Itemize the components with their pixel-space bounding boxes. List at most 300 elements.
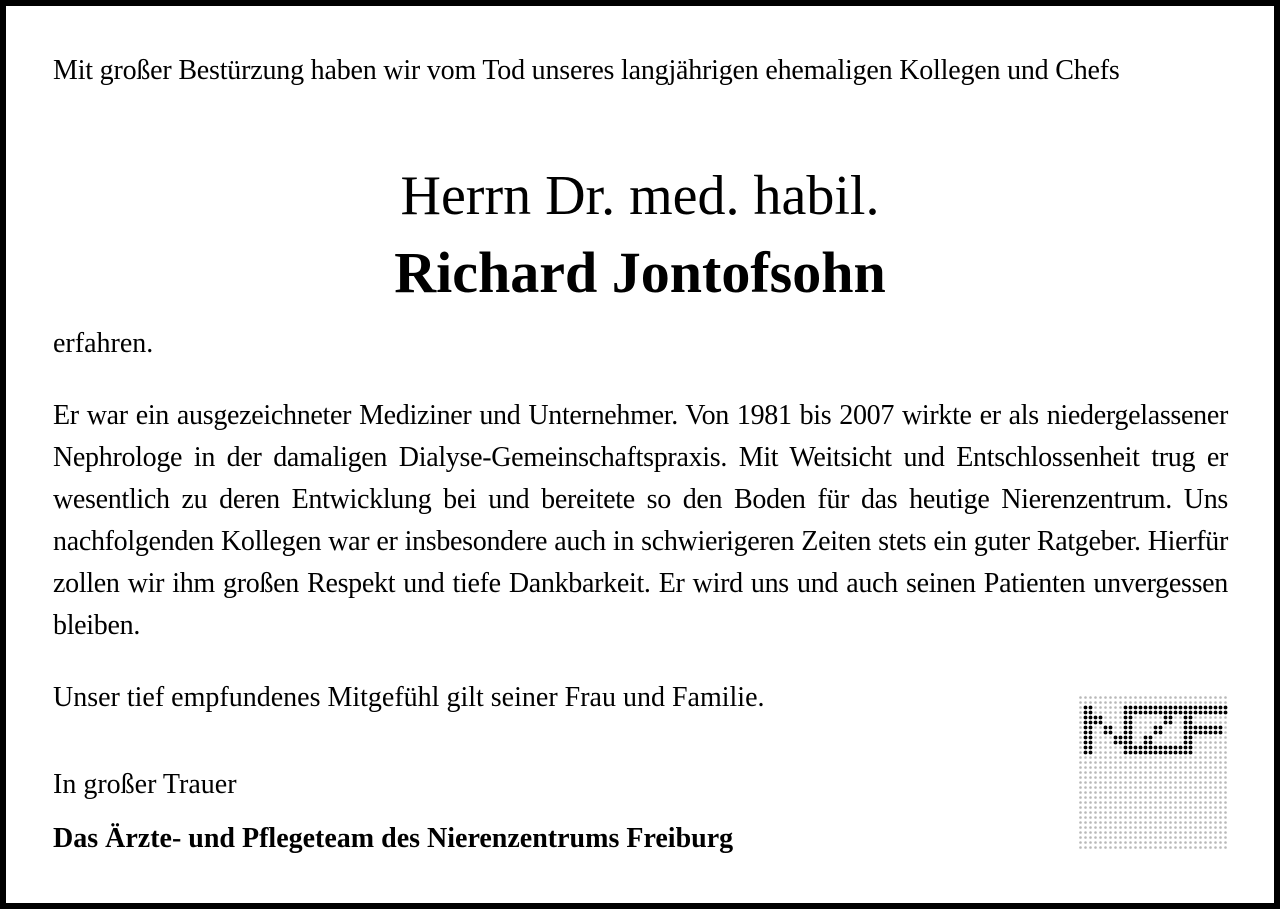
logo-dot xyxy=(1114,711,1117,714)
logo-dot xyxy=(1134,796,1137,799)
logo-dot xyxy=(1094,796,1097,799)
logo-dot xyxy=(1224,826,1227,829)
logo-dot xyxy=(1199,786,1202,789)
logo-dot-dark xyxy=(1089,751,1093,755)
logo-dot xyxy=(1079,761,1082,764)
learned-text: erfahren. xyxy=(53,328,154,359)
logo-dot-dark xyxy=(1129,751,1133,755)
logo-dot xyxy=(1199,771,1202,774)
logo-dot xyxy=(1079,846,1082,849)
logo-dot xyxy=(1079,741,1082,744)
logo-dot xyxy=(1114,746,1117,749)
nzf-dot-matrix-logo-icon xyxy=(1078,695,1230,850)
logo-dot-dark xyxy=(1154,706,1158,710)
logo-dot-dark xyxy=(1139,751,1143,755)
logo-dot xyxy=(1204,756,1207,759)
logo-dot xyxy=(1209,826,1212,829)
logo-dot-dark xyxy=(1199,711,1203,715)
logo-dot xyxy=(1099,791,1102,794)
logo-dot xyxy=(1109,711,1112,714)
logo-dot xyxy=(1104,716,1107,719)
logo-dot xyxy=(1154,836,1157,839)
logo-dot xyxy=(1219,781,1222,784)
logo-dot xyxy=(1209,781,1212,784)
logo-dot xyxy=(1159,766,1162,769)
logo-dot-dark xyxy=(1124,716,1128,720)
logo-dot xyxy=(1089,696,1092,699)
name-block xyxy=(6,159,1274,313)
logo-dot xyxy=(1214,796,1217,799)
logo-dot xyxy=(1099,781,1102,784)
logo-dot xyxy=(1164,701,1167,704)
logo-dot xyxy=(1129,806,1132,809)
logo-dot xyxy=(1174,776,1177,779)
logo-dot xyxy=(1219,796,1222,799)
logo-dot xyxy=(1224,816,1227,819)
logo-dot xyxy=(1099,806,1102,809)
logo-dot xyxy=(1144,786,1147,789)
logo-dot xyxy=(1114,771,1117,774)
logo-dot xyxy=(1194,846,1197,849)
logo-dot xyxy=(1149,791,1152,794)
logo-dot xyxy=(1134,831,1137,834)
logo-dot xyxy=(1164,756,1167,759)
logo-dot xyxy=(1134,716,1137,719)
logo-dot xyxy=(1164,761,1167,764)
logo-dot xyxy=(1104,826,1107,829)
logo-dot xyxy=(1164,806,1167,809)
logo-dot xyxy=(1219,846,1222,849)
logo-dot xyxy=(1124,781,1127,784)
logo-dot xyxy=(1139,791,1142,794)
logo-dot xyxy=(1204,796,1207,799)
logo-dot-dark xyxy=(1174,746,1178,750)
logo-dot xyxy=(1114,846,1117,849)
logo-dot xyxy=(1214,741,1217,744)
logo-dot xyxy=(1094,811,1097,814)
logo-dot-dark xyxy=(1164,751,1168,755)
logo-dot xyxy=(1214,766,1217,769)
logo-dot xyxy=(1209,701,1212,704)
logo-dot xyxy=(1114,726,1117,729)
logo-dot xyxy=(1159,776,1162,779)
logo-dot xyxy=(1129,701,1132,704)
logo-dot xyxy=(1149,701,1152,704)
logo-dot xyxy=(1154,801,1157,804)
logo-dot xyxy=(1189,786,1192,789)
logo-dot xyxy=(1099,841,1102,844)
logo-dot xyxy=(1194,771,1197,774)
logo-dot xyxy=(1164,786,1167,789)
logo-dot xyxy=(1139,776,1142,779)
logo-dot xyxy=(1139,836,1142,839)
logo-dot xyxy=(1079,771,1082,774)
logo-dot xyxy=(1089,846,1092,849)
logo-dot xyxy=(1099,816,1102,819)
logo-dot xyxy=(1209,841,1212,844)
logo-dot xyxy=(1084,826,1087,829)
logo-dot-dark xyxy=(1089,721,1093,725)
logo-dot xyxy=(1174,796,1177,799)
logo-dot-dark xyxy=(1154,726,1158,730)
logo-dot xyxy=(1149,726,1152,729)
logo-dot xyxy=(1159,806,1162,809)
logo-dot xyxy=(1134,816,1137,819)
logo-dot-dark xyxy=(1124,721,1128,725)
logo-dot xyxy=(1129,836,1132,839)
logo-dot xyxy=(1204,786,1207,789)
logo-dot xyxy=(1219,751,1222,754)
logo-dot xyxy=(1144,841,1147,844)
logo-dot xyxy=(1179,841,1182,844)
logo-dot xyxy=(1099,736,1102,739)
logo-dot xyxy=(1159,701,1162,704)
logo-dot xyxy=(1219,721,1222,724)
logo-dot xyxy=(1179,806,1182,809)
logo-dot xyxy=(1169,801,1172,804)
logo-dot xyxy=(1184,771,1187,774)
logo-dot xyxy=(1194,836,1197,839)
logo-dot xyxy=(1139,781,1142,784)
logo-dot xyxy=(1114,751,1117,754)
logo-dot xyxy=(1099,726,1102,729)
logo-dot xyxy=(1104,836,1107,839)
logo-dot xyxy=(1174,756,1177,759)
logo-dot xyxy=(1094,846,1097,849)
logo-dot xyxy=(1169,736,1172,739)
logo-dot xyxy=(1189,826,1192,829)
logo-dot xyxy=(1224,766,1227,769)
logo-dot-dark xyxy=(1139,706,1143,710)
logo-dot xyxy=(1104,766,1107,769)
logo-dot xyxy=(1109,736,1112,739)
logo-dot-dark xyxy=(1149,751,1153,755)
logo-dot xyxy=(1189,771,1192,774)
logo-dot xyxy=(1119,801,1122,804)
logo-dot xyxy=(1139,831,1142,834)
logo-dot-dark xyxy=(1184,746,1188,750)
logo-dot-dark xyxy=(1084,706,1088,710)
logo-dot xyxy=(1209,771,1212,774)
logo-dot xyxy=(1184,816,1187,819)
logo-dot xyxy=(1149,841,1152,844)
logo-dot xyxy=(1099,756,1102,759)
logo-dot xyxy=(1154,831,1157,834)
logo-dot-dark xyxy=(1089,706,1093,710)
logo-dot xyxy=(1174,816,1177,819)
logo-dot xyxy=(1144,761,1147,764)
logo-dot xyxy=(1114,776,1117,779)
logo-dot-dark xyxy=(1129,741,1133,745)
logo-dot xyxy=(1109,831,1112,834)
logo-dot xyxy=(1084,846,1087,849)
logo-dot xyxy=(1194,816,1197,819)
logo-dot xyxy=(1179,781,1182,784)
logo-dot xyxy=(1214,831,1217,834)
logo-dot xyxy=(1189,776,1192,779)
logo-dot xyxy=(1199,701,1202,704)
logo-dot xyxy=(1214,776,1217,779)
logo-dot-dark xyxy=(1144,741,1148,745)
logo-dot xyxy=(1209,776,1212,779)
logo-dot xyxy=(1174,836,1177,839)
logo-dot xyxy=(1139,841,1142,844)
logo-dot xyxy=(1159,721,1162,724)
logo-dot xyxy=(1149,846,1152,849)
logo-dot xyxy=(1119,721,1122,724)
logo-dot-dark xyxy=(1084,731,1088,735)
logo-dot-dark xyxy=(1129,726,1133,730)
logo-dot xyxy=(1159,836,1162,839)
logo-dot-dark xyxy=(1174,706,1178,710)
logo-dot xyxy=(1204,841,1207,844)
logo-dot xyxy=(1149,826,1152,829)
logo-dot xyxy=(1114,706,1117,709)
logo-dot xyxy=(1219,801,1222,804)
logo-dot-dark xyxy=(1084,746,1088,750)
logo-dot xyxy=(1194,796,1197,799)
logo-dot-dark xyxy=(1089,746,1093,750)
logo-dot xyxy=(1209,716,1212,719)
logo-dot-dark xyxy=(1159,711,1163,715)
logo-dot xyxy=(1209,806,1212,809)
logo-dot xyxy=(1139,796,1142,799)
logo-dot xyxy=(1204,846,1207,849)
logo-dot xyxy=(1134,741,1137,744)
logo-dot xyxy=(1114,841,1117,844)
logo-dot xyxy=(1079,811,1082,814)
logo-dot xyxy=(1199,846,1202,849)
logo-dot xyxy=(1134,756,1137,759)
logo-dot xyxy=(1099,741,1102,744)
logo-dot xyxy=(1129,831,1132,834)
logo-dot xyxy=(1169,726,1172,729)
logo-dot xyxy=(1079,706,1082,709)
logo-dot xyxy=(1174,721,1177,724)
logo-dot xyxy=(1219,761,1222,764)
logo-dot xyxy=(1149,806,1152,809)
logo-dot xyxy=(1224,731,1227,734)
logo-dot xyxy=(1109,796,1112,799)
logo-dot xyxy=(1099,731,1102,734)
logo-dot-dark xyxy=(1144,746,1148,750)
logo-dot xyxy=(1204,776,1207,779)
logo-dot-dark xyxy=(1134,751,1138,755)
logo-dot xyxy=(1154,736,1157,739)
logo-dot xyxy=(1139,786,1142,789)
logo-dot xyxy=(1094,706,1097,709)
logo-dot xyxy=(1084,836,1087,839)
logo-dot xyxy=(1139,816,1142,819)
logo-dot xyxy=(1199,766,1202,769)
logo-dot xyxy=(1199,721,1202,724)
logo-dot xyxy=(1224,846,1227,849)
logo-dot-dark xyxy=(1189,751,1193,755)
logo-dot xyxy=(1119,771,1122,774)
logo-dot xyxy=(1104,756,1107,759)
logo-dot xyxy=(1209,831,1212,834)
logo-dot xyxy=(1099,761,1102,764)
logo-dot xyxy=(1154,826,1157,829)
logo-dot xyxy=(1174,771,1177,774)
logo-dot xyxy=(1194,841,1197,844)
logo-dot xyxy=(1119,756,1122,759)
logo-dot xyxy=(1164,731,1167,734)
logo-dot-dark xyxy=(1124,731,1128,735)
logo-dot xyxy=(1144,831,1147,834)
logo-dot xyxy=(1104,816,1107,819)
logo-dot xyxy=(1079,821,1082,824)
logo-dot xyxy=(1204,701,1207,704)
logo-dot xyxy=(1129,776,1132,779)
logo-dot xyxy=(1194,746,1197,749)
logo-dot xyxy=(1179,811,1182,814)
logo-dot xyxy=(1179,766,1182,769)
logo-dot xyxy=(1079,836,1082,839)
logo-dot xyxy=(1109,741,1112,744)
logo-dot-dark xyxy=(1184,751,1188,755)
logo-dot xyxy=(1169,841,1172,844)
logo-dot xyxy=(1124,761,1127,764)
logo-dot xyxy=(1214,716,1217,719)
logo-dot xyxy=(1224,776,1227,779)
logo-dot xyxy=(1219,831,1222,834)
logo-dot xyxy=(1224,796,1227,799)
logo-dot xyxy=(1214,696,1217,699)
logo-dot xyxy=(1184,786,1187,789)
logo-dot xyxy=(1089,836,1092,839)
logo-dot xyxy=(1119,781,1122,784)
logo-dot xyxy=(1089,791,1092,794)
logo-dot xyxy=(1154,771,1157,774)
logo-dot-dark xyxy=(1154,751,1158,755)
logo-dot xyxy=(1209,821,1212,824)
logo-dot-dark xyxy=(1119,741,1123,745)
logo-dot xyxy=(1194,826,1197,829)
logo-dot xyxy=(1154,786,1157,789)
logo-dot-dark xyxy=(1084,741,1088,745)
logo-dot-dark xyxy=(1129,721,1133,725)
logo-dot xyxy=(1104,771,1107,774)
logo-dot xyxy=(1219,776,1222,779)
logo-dot xyxy=(1159,736,1162,739)
logo-dot xyxy=(1199,826,1202,829)
logo-dot xyxy=(1119,716,1122,719)
logo-dot xyxy=(1224,811,1227,814)
logo-dot xyxy=(1219,841,1222,844)
logo-dot xyxy=(1179,826,1182,829)
logo-dot xyxy=(1189,701,1192,704)
logo-dot xyxy=(1124,816,1127,819)
logo-dot-dark xyxy=(1189,741,1193,745)
logo-dot xyxy=(1169,821,1172,824)
logo-dot xyxy=(1219,756,1222,759)
logo-dot xyxy=(1224,806,1227,809)
logo-dot xyxy=(1099,696,1102,699)
logo-dot xyxy=(1099,846,1102,849)
logo-dot xyxy=(1109,816,1112,819)
logo-dot xyxy=(1219,786,1222,789)
logo-dot xyxy=(1174,761,1177,764)
logo-dot xyxy=(1214,846,1217,849)
logo-dot xyxy=(1084,756,1087,759)
logo-dot xyxy=(1084,821,1087,824)
logo-dot xyxy=(1174,766,1177,769)
logo-dot-dark xyxy=(1159,731,1163,735)
logo-dot xyxy=(1169,816,1172,819)
logo-dot xyxy=(1134,726,1137,729)
logo-dot xyxy=(1174,791,1177,794)
logo-dot xyxy=(1114,756,1117,759)
logo-dot xyxy=(1214,836,1217,839)
logo-dot xyxy=(1224,781,1227,784)
logo-dot xyxy=(1089,796,1092,799)
logo-dot xyxy=(1214,821,1217,824)
logo-dot xyxy=(1134,736,1137,739)
logo-dot xyxy=(1149,781,1152,784)
logo-dot xyxy=(1194,696,1197,699)
logo-dot xyxy=(1224,756,1227,759)
logo-dot xyxy=(1174,801,1177,804)
logo-dot xyxy=(1159,786,1162,789)
logo-dot xyxy=(1079,716,1082,719)
logo-dot xyxy=(1174,726,1177,729)
logo-dot xyxy=(1129,696,1132,699)
logo-dot-dark xyxy=(1189,711,1193,715)
logo-dot xyxy=(1164,846,1167,849)
logo-dot xyxy=(1144,791,1147,794)
logo-dot-dark xyxy=(1169,716,1173,720)
logo-dot-dark xyxy=(1179,711,1183,715)
logo-dot xyxy=(1144,821,1147,824)
logo-dot xyxy=(1099,766,1102,769)
logo-dot-dark xyxy=(1094,721,1098,725)
logo-dot xyxy=(1184,766,1187,769)
logo-dot-dark xyxy=(1124,726,1128,730)
logo-dot xyxy=(1124,776,1127,779)
logo-dot-dark xyxy=(1114,736,1118,740)
logo-dot xyxy=(1104,801,1107,804)
logo-dot xyxy=(1099,746,1102,749)
logo-dot-dark xyxy=(1139,711,1143,715)
logo-dot xyxy=(1209,786,1212,789)
logo-dot xyxy=(1204,746,1207,749)
logo-dot xyxy=(1124,806,1127,809)
logo-dot xyxy=(1179,846,1182,849)
logo-dot-dark xyxy=(1144,751,1148,755)
logo-dot xyxy=(1194,716,1197,719)
logo-dot xyxy=(1199,816,1202,819)
logo-dot xyxy=(1134,766,1137,769)
logo-dot xyxy=(1194,741,1197,744)
logo-dot xyxy=(1199,831,1202,834)
logo-dot xyxy=(1084,841,1087,844)
logo-dot xyxy=(1079,731,1082,734)
logo-dot xyxy=(1119,711,1122,714)
logo-dot xyxy=(1129,791,1132,794)
logo-dot xyxy=(1214,816,1217,819)
logo-dot xyxy=(1204,741,1207,744)
logo-dot-dark xyxy=(1084,751,1088,755)
logo-dot xyxy=(1219,836,1222,839)
logo-dot xyxy=(1104,841,1107,844)
logo-dot-dark xyxy=(1089,716,1093,720)
logo-dot-dark xyxy=(1224,706,1228,710)
logo-dot xyxy=(1209,801,1212,804)
logo-dot xyxy=(1109,791,1112,794)
logo-dot xyxy=(1089,781,1092,784)
logo-dot xyxy=(1204,721,1207,724)
